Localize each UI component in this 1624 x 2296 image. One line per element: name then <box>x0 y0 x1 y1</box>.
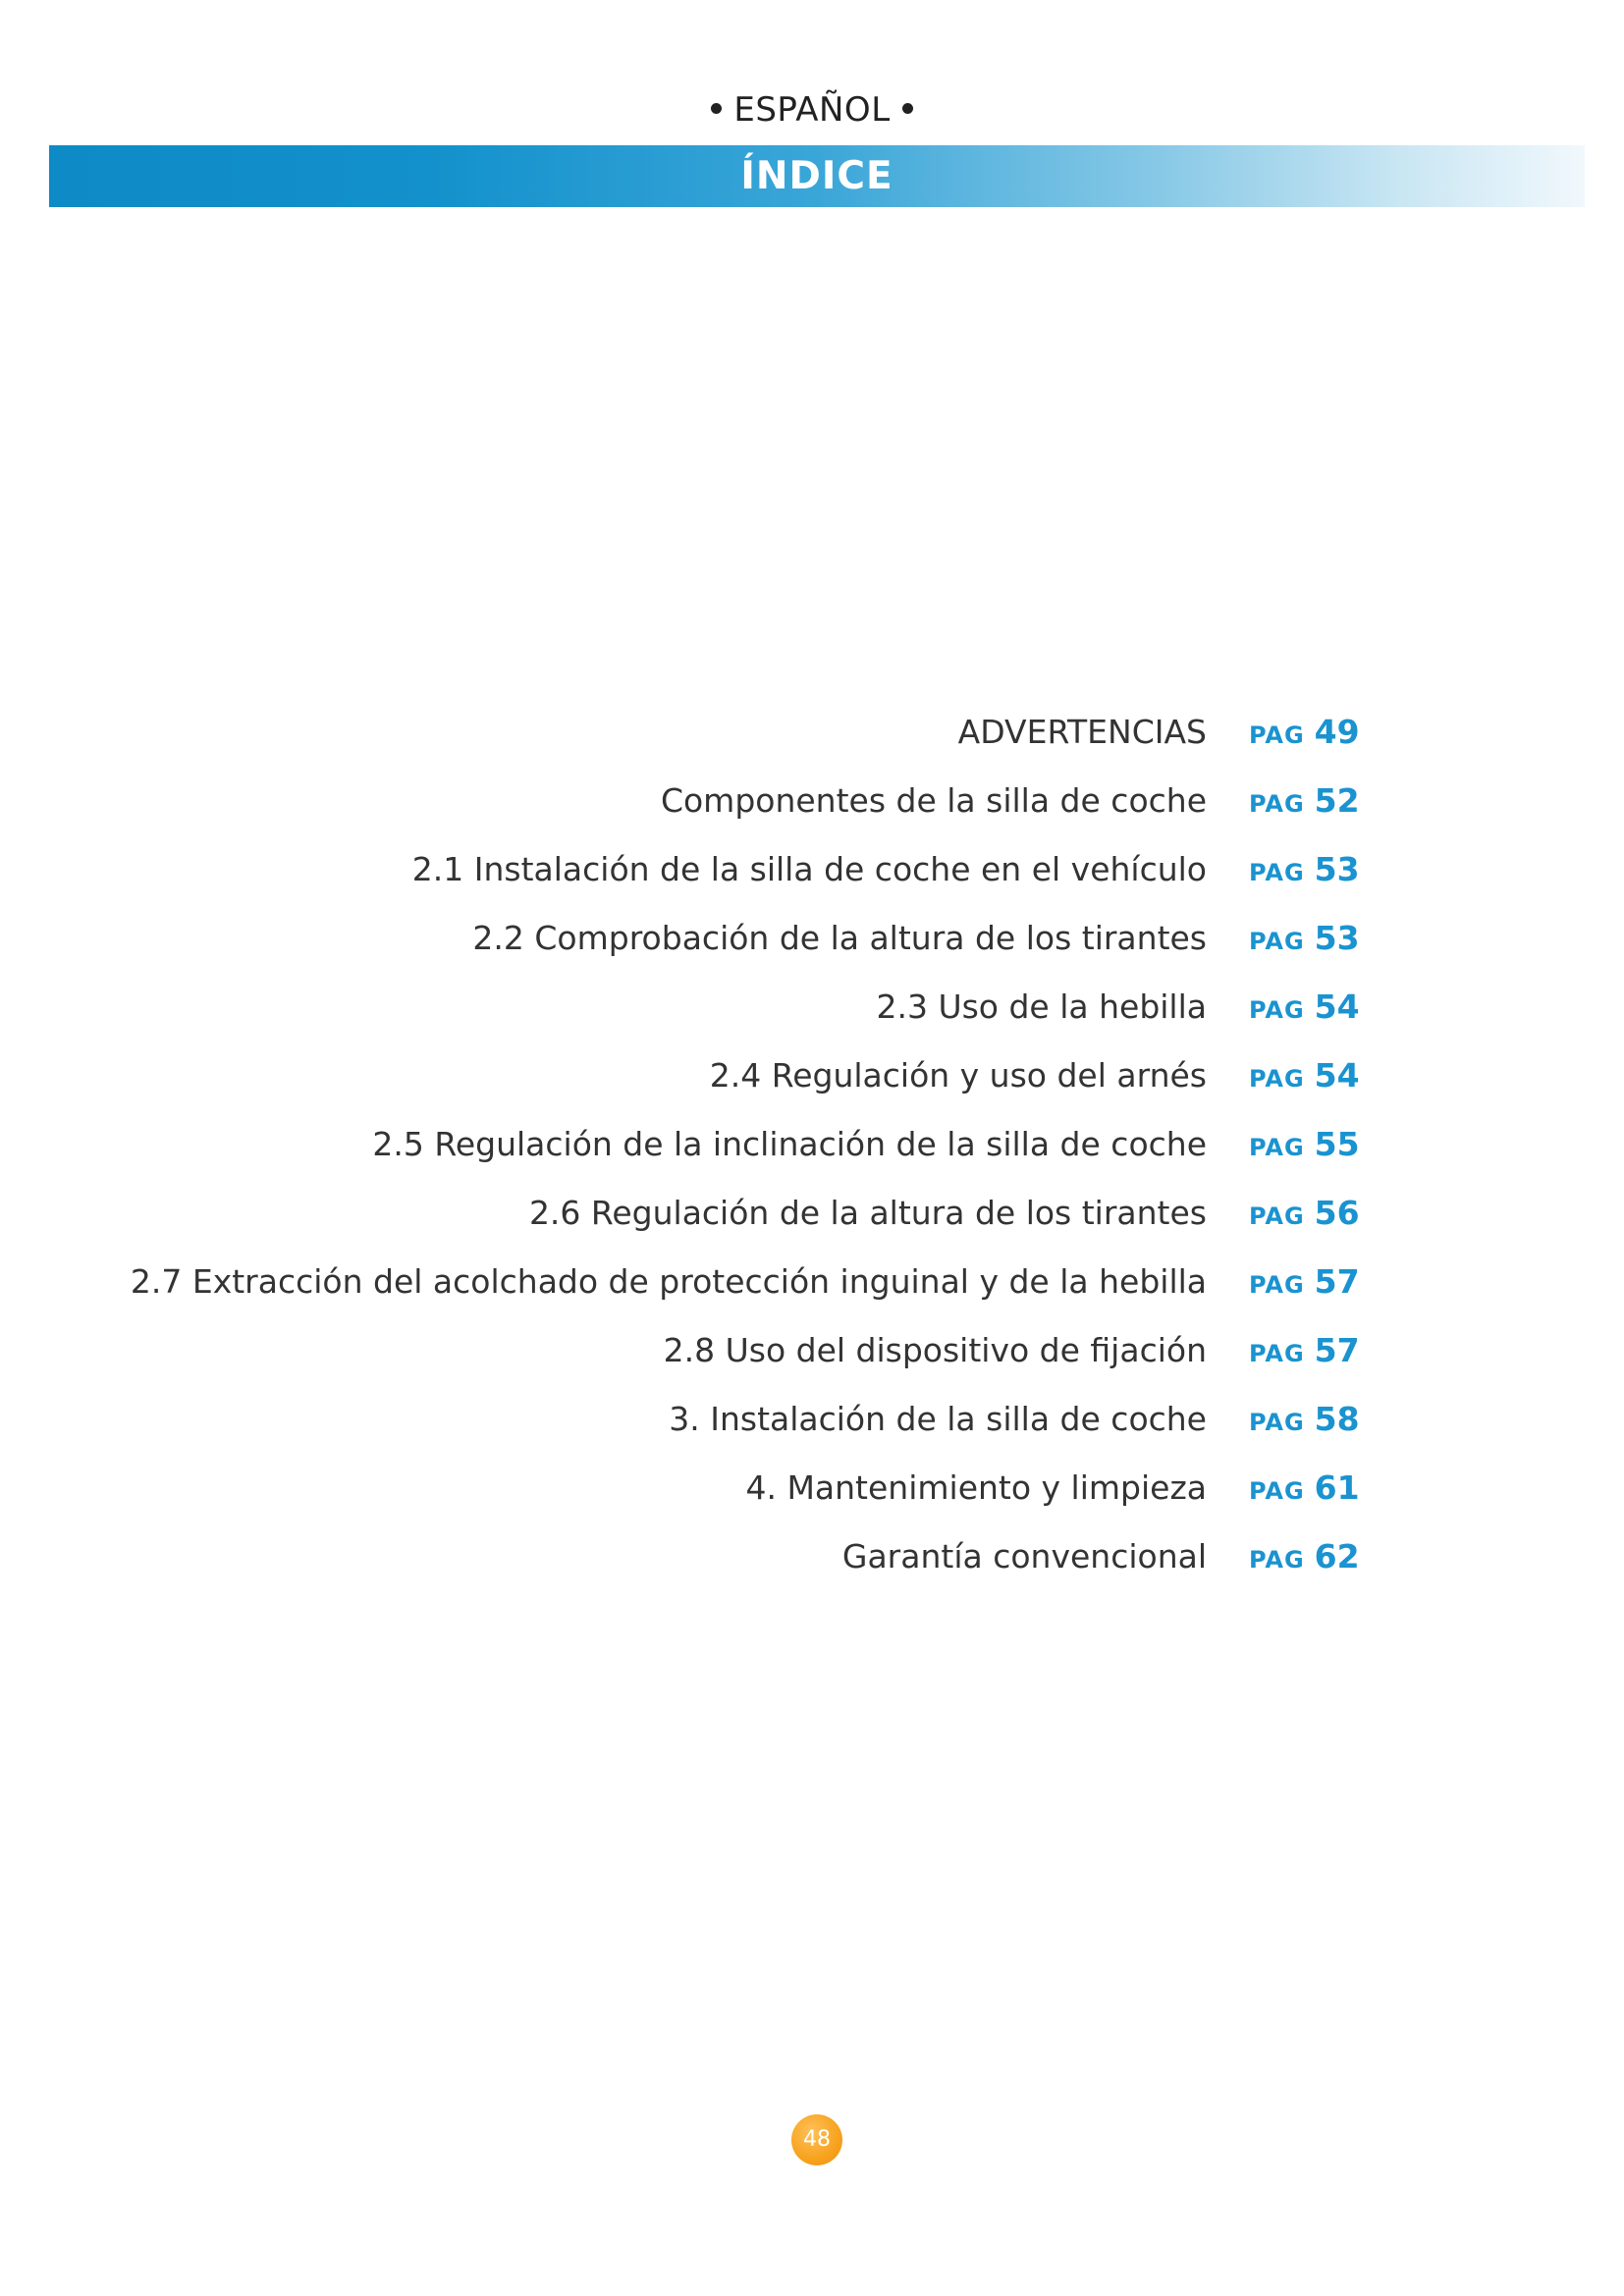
toc-entry-label: 2.6 Regulación de la altura de los tirantes <box>528 1194 1207 1232</box>
toc-entry-page <box>1249 1461 1360 1522</box>
toc-entry-label: 4. Mantenimiento y limpieza <box>745 1468 1207 1507</box>
toc-entry-label: 2.3 Uso de la hebilla <box>876 988 1207 1026</box>
toc-entry-page <box>1249 1048 1360 1109</box>
toc-entry-label: 2.1 Instalación de la silla de coche en el vehículo <box>411 850 1207 888</box>
toc-entry-page <box>1249 911 1360 972</box>
toc-entry[interactable] <box>0 1186 1624 1255</box>
toc-entry-label: 2.4 Regulación y uso del arnés <box>709 1056 1207 1095</box>
pag-label: PAG <box>1249 1546 1305 1574</box>
page-ref-number: 62 <box>1314 1537 1360 1575</box>
page-ref-number: 49 <box>1314 713 1360 751</box>
page-ref-number: 58 <box>1314 1400 1360 1438</box>
toc-entry-label: Componentes de la silla de coche <box>660 781 1207 820</box>
pag-label: PAG <box>1249 1202 1305 1230</box>
pag-label: PAG <box>1249 721 1305 749</box>
page-ref-number: 57 <box>1314 1262 1360 1301</box>
toc-entry-page <box>1249 705 1360 766</box>
toc-entry-label: ADVERTENCIAS <box>957 713 1207 751</box>
page-ref-number: 56 <box>1314 1194 1360 1232</box>
toc-entry-page <box>1249 980 1360 1041</box>
toc-entry-page <box>1249 1255 1360 1315</box>
toc-entry[interactable] <box>0 1392 1624 1461</box>
toc-entry-page <box>1249 1117 1360 1178</box>
toc-entry-label: 2.8 Uso del dispositivo de fijación <box>663 1331 1207 1369</box>
toc-entry-page <box>1249 1392 1360 1453</box>
toc-entry-label: Garantía convencional <box>841 1537 1207 1575</box>
page-ref-number: 61 <box>1314 1468 1360 1507</box>
toc-entry[interactable] <box>0 705 1624 774</box>
pag-label: PAG <box>1249 859 1305 886</box>
pag-label: PAG <box>1249 790 1305 818</box>
toc-entry-label: 3. Instalación de la silla de coche <box>669 1400 1207 1438</box>
toc-entry-page <box>1249 1186 1360 1247</box>
bullet-dot-icon <box>711 103 722 114</box>
toc-entry[interactable] <box>0 1117 1624 1186</box>
table-of-contents <box>0 705 1624 1598</box>
toc-entry[interactable] <box>0 1255 1624 1323</box>
toc-entry[interactable] <box>0 774 1624 842</box>
page-ref-number: 53 <box>1314 850 1360 888</box>
bullet-dot-icon <box>902 103 913 114</box>
page-ref-number: 54 <box>1314 1056 1360 1095</box>
toc-entry[interactable] <box>0 980 1624 1048</box>
toc-entry-label: 2.2 Comprobación de la altura de los tirantes <box>472 919 1207 957</box>
toc-entry-label: 2.5 Regulación de la inclinación de la silla de coche <box>372 1125 1207 1163</box>
toc-entry[interactable] <box>0 911 1624 980</box>
pag-label: PAG <box>1249 996 1305 1024</box>
title-banner <box>49 145 1585 207</box>
pag-label: PAG <box>1249 1409 1305 1436</box>
language-label: ESPAÑOL <box>733 90 891 130</box>
toc-entry[interactable] <box>0 1461 1624 1529</box>
page-number-badge: 48 <box>791 2114 842 2165</box>
pag-label: PAG <box>1249 1065 1305 1093</box>
page-ref-number: 55 <box>1314 1125 1360 1163</box>
toc-entry-label: 2.7 Extracción del acolchado de protección inguinal y de la hebilla <box>130 1262 1207 1301</box>
pag-label: PAG <box>1249 1134 1305 1161</box>
page-ref-number: 53 <box>1314 919 1360 957</box>
pag-label: PAG <box>1249 1477 1305 1505</box>
toc-entry-page <box>1249 1529 1360 1590</box>
toc-entry[interactable] <box>0 1048 1624 1117</box>
page-title: ÍNDICE <box>740 154 893 198</box>
page-ref-number: 57 <box>1314 1331 1360 1369</box>
toc-entry[interactable] <box>0 1323 1624 1392</box>
pag-label: PAG <box>1249 1340 1305 1367</box>
pag-label: PAG <box>1249 1271 1305 1299</box>
language-header <box>0 90 1624 130</box>
toc-entry-page <box>1249 842 1360 903</box>
toc-entry[interactable] <box>0 842 1624 911</box>
toc-entry-page <box>1249 774 1360 834</box>
page-ref-number: 52 <box>1314 781 1360 820</box>
pag-label: PAG <box>1249 928 1305 955</box>
toc-entry-page <box>1249 1323 1360 1384</box>
toc-entry[interactable] <box>0 1529 1624 1598</box>
page-ref-number: 54 <box>1314 988 1360 1026</box>
